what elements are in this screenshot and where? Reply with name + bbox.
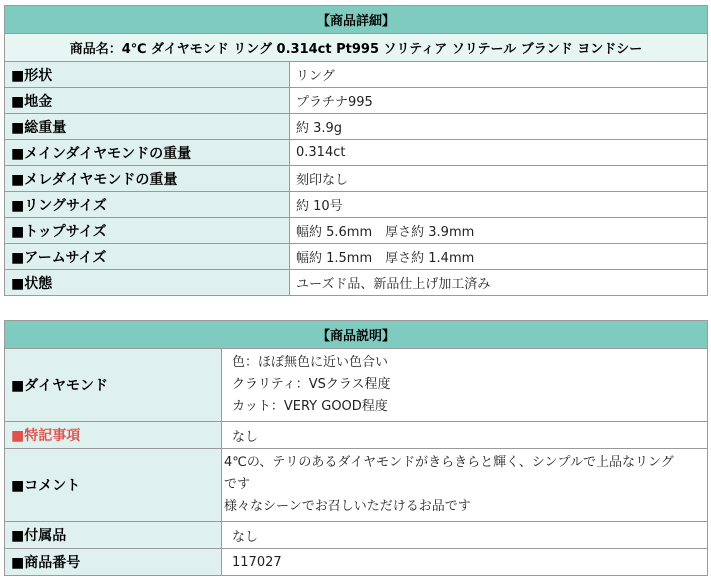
details-header: 【商品詳細】 <box>5 6 708 34</box>
table-row <box>5 549 708 576</box>
product-details-table <box>4 5 708 296</box>
accessories-value: なし <box>222 522 708 549</box>
special-notes-value: なし <box>222 422 708 449</box>
row-value: ユーズド品、新品仕上げ加工済み <box>290 270 708 296</box>
table-row <box>5 192 708 218</box>
comment-line: です <box>224 477 251 492</box>
comment-label: ■コメント <box>5 449 222 522</box>
table-row <box>5 166 708 192</box>
row-label: ■地金 <box>5 88 290 114</box>
table-row <box>5 218 708 244</box>
item-number-value: 117027 <box>222 549 708 576</box>
table-row <box>5 244 708 270</box>
row-value: リング <box>290 62 708 88</box>
row-label: ■状態 <box>5 270 290 296</box>
table-row <box>5 88 708 114</box>
accessories-label: ■付属品 <box>5 522 222 549</box>
row-label: ■メインダイヤモンドの重量 <box>5 140 290 166</box>
row-label: ■形状 <box>5 62 290 88</box>
diamond-color: 色：ほぼ無色に近い色合い <box>232 355 389 370</box>
row-value: 約 3.9g <box>290 114 708 140</box>
table-row <box>5 522 708 549</box>
diamond-clarity: クラリティ：VSクラス程度 <box>232 377 391 392</box>
table-row <box>5 62 708 88</box>
row-label: ■アームサイズ <box>5 244 290 270</box>
row-value: 幅約 1.5mm 厚さ約 1.4mm <box>290 244 708 270</box>
table-row <box>5 140 708 166</box>
special-notes-label: ■特記事項 <box>5 422 222 449</box>
row-value: プラチナ995 <box>290 88 708 114</box>
table-row <box>5 449 708 522</box>
row-label: ■リングサイズ <box>5 192 290 218</box>
diamond-label: ■ダイヤモンド <box>5 349 222 422</box>
item-number-label: ■商品番号 <box>5 549 222 576</box>
table-row <box>5 349 708 422</box>
product-description-table <box>4 320 708 576</box>
comment-value <box>222 449 708 522</box>
row-value: 約 10号 <box>290 192 708 218</box>
table-row <box>5 114 708 140</box>
row-label: ■メレダイヤモンドの重量 <box>5 166 290 192</box>
description-header: 【商品説明】 <box>5 321 708 349</box>
product-name: 商品名：4℃ ダイヤモンド リング 0.314ct Pt995 ソリティア ソリテール ブランド ヨンドシー <box>5 34 708 62</box>
row-value: 0.314ct <box>290 140 708 166</box>
row-value: 幅約 5.6mm 厚さ約 3.9mm <box>290 218 708 244</box>
comment-line: 様々なシーンでお召しいただけるお品です <box>224 499 471 514</box>
table-row <box>5 422 708 449</box>
table-row <box>5 270 708 296</box>
diamond-cut: カット：VERY GOOD程度 <box>232 399 388 414</box>
row-value: 刻印なし <box>290 166 708 192</box>
diamond-value <box>222 349 708 422</box>
row-label: ■総重量 <box>5 114 290 140</box>
row-label: ■トップサイズ <box>5 218 290 244</box>
comment-line: 4℃の、テリのあるダイヤモンドがきらきらと輝く、シンプルで上品なリング <box>224 455 674 470</box>
